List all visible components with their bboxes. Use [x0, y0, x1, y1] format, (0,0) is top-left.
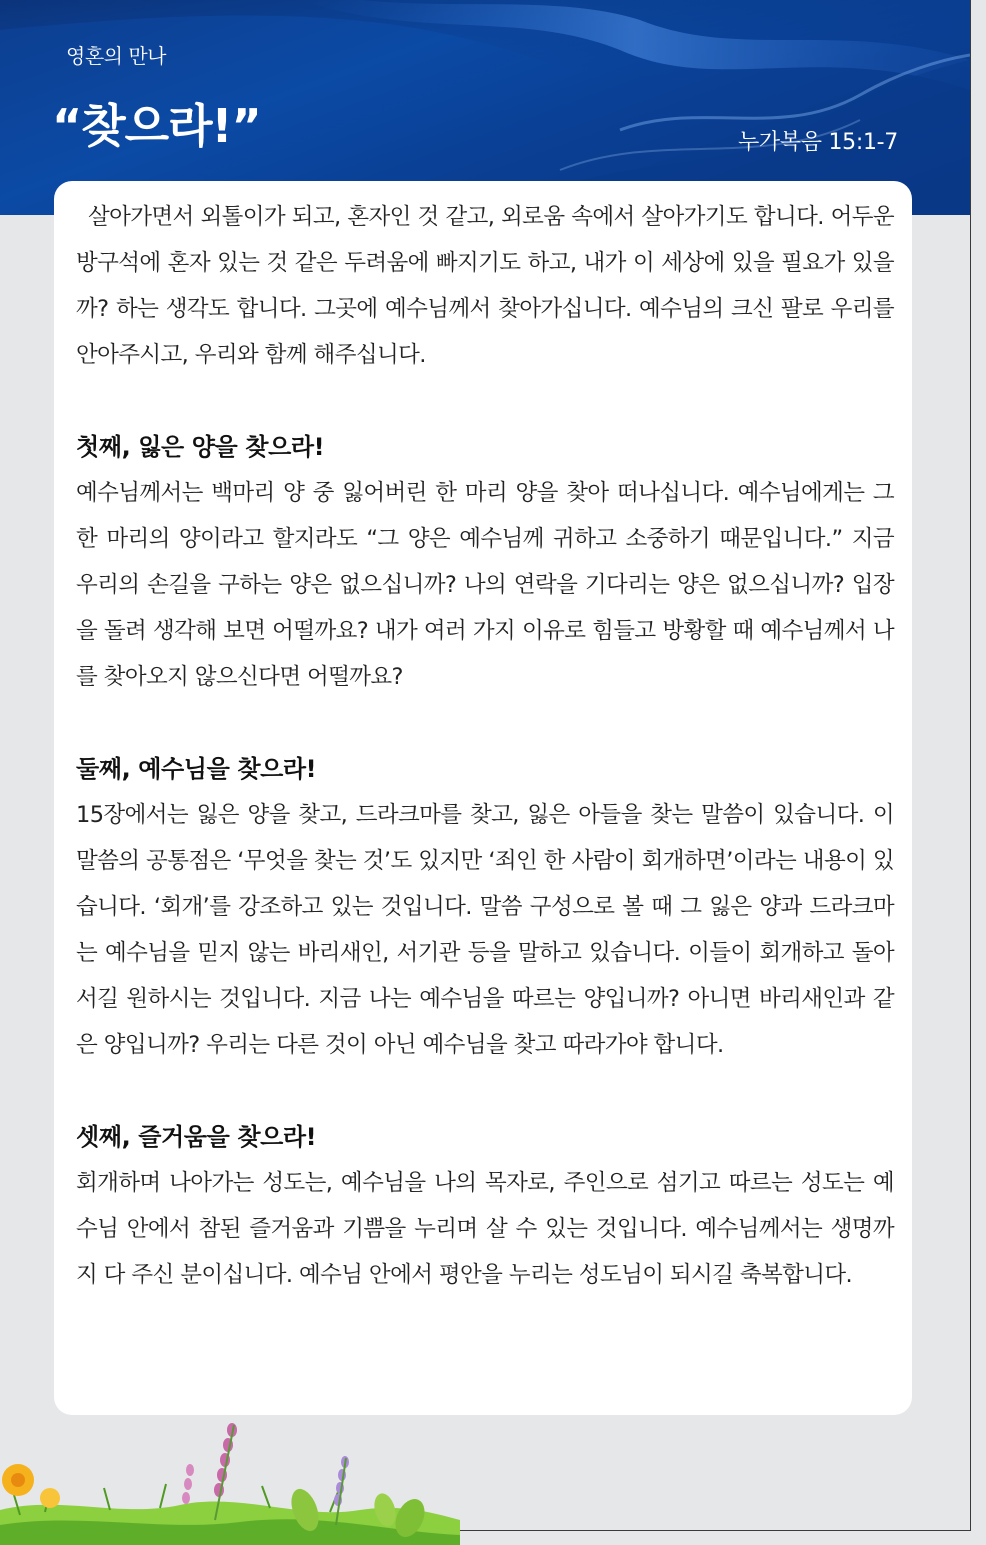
section-paragraph: 회개하며 나아가는 성도는, 예수님을 나의 목자로, 주인으로 섬기고 따르는 성도는 예수님 안에서 참된 즐거움과 기쁨을 누리며 살 수 있는 것입니다. 예수님께서는 생명까지 다 주신 분이십니다. 예수님 안에서 평안을 누리는 성도님이 되시길 축복합니다.	[76, 1170, 894, 1288]
series-label: 영혼의 만나	[66, 44, 166, 68]
page-title: “찾으라!”	[52, 99, 261, 153]
section-paragraph: 예수님께서는 백마리 양 중 잃어버린 한 마리 양을 찾아 떠나십니다. 예수님에게는 그 한 마리의 양이라고 할지라도 “그 양은 예수님께 귀하고 소중하기 때문입니다.” 지금 우리의 손길을 구하는 양은 없으십니까? 나의 연락을 기다리는 양은 없으십니까? 입장을 돌려 생각해 보면 어떨까요? 내가 여러 가지 이유로 힘들고 방황할 때 예수님께서 나를 찾아오지 않으신다면 어떨까요?	[76, 480, 894, 690]
article-body	[76, 194, 894, 1298]
frame-border-bottom	[420, 1530, 971, 1531]
section-paragraph: 15장에서는 잃은 양을 찾고, 드라크마를 찾고, 잃은 아들을 찾는 말씀이 있습니다. 이 말씀의 공통점은 ‘무엇을 찾는 것’도 있지만 ‘죄인 한 사람이 회개하면’이라는 내용이 있습니다. ‘회개’를 강조하고 있는 것입니다. 말씀 구성으로 볼 때 그 잃은 양과 드라크마는 예수님을 믿지 않는 바리새인, 서기관 등을 말하고 있습니다. 이들이 회개하고 돌아서길 원하시는 것입니다. 지금 나는 예수님을 따르는 양입니까? 아니면 바리새인과 같은 양입니까? 우리는 다른 것이 아닌 예수님을 찾고 따라가야 합니다.	[76, 802, 894, 1058]
section-heading: 셋째, 즐거움을 찾으라!	[76, 1123, 317, 1151]
section-heading: 둘째, 예수님을 찾으라!	[76, 755, 317, 783]
intro-paragraph: 살아가면서 외톨이가 되고, 혼자인 것 같고, 외로움 속에서 살아가기도 합니다. 어두운 방구석에 혼자 있는 것 같은 두려움에 빠지기도 하고, 내가 이 세상에 있을 필요가 있을까? 하는 생각도 합니다. 그곳에 예수님께서 찾아가십니다. 예수님의 크신 팔로 우리를 안아주시고, 우리와 함께 해주십니다.	[76, 204, 894, 368]
scripture-reference: 누가복음 15:1-7	[737, 130, 898, 155]
frame-border-right	[970, 0, 971, 1530]
section-heading: 첫째, 잃은 양을 찾으라!	[76, 433, 325, 461]
flower-illustration	[0, 1400, 460, 1545]
